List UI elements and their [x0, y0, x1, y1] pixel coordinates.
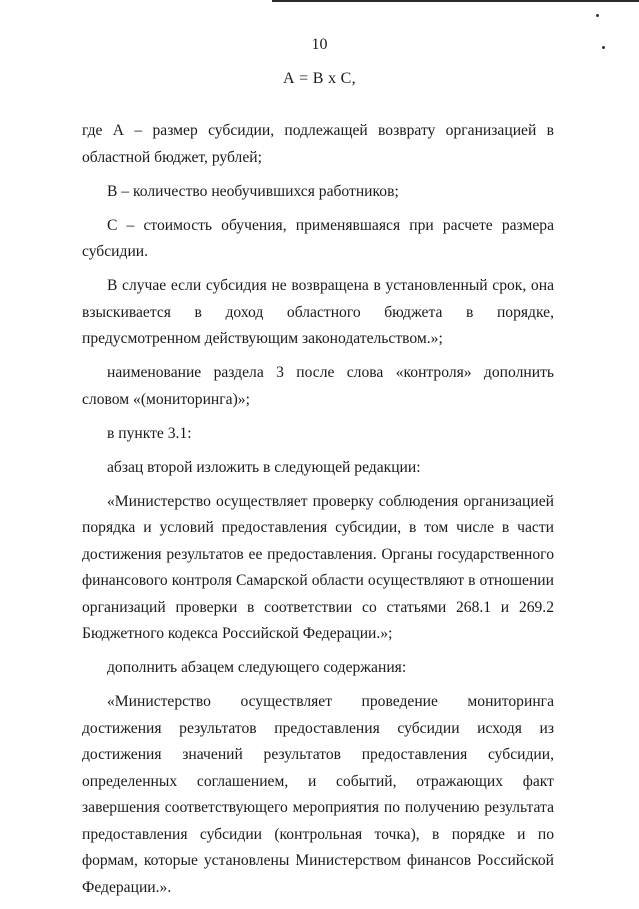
paragraph: В – количество необучившихся работников; [107, 182, 399, 200]
paragraph: «Министерство осуществляет проведение мониторинга достижения результатов предоставления субсидии исходя из достижения значений результатов предоставления субсидии, определенных соглашением, и событий, отражающих факт завершения соответствующего мероприятия по получению результата предоставления субсидии (контрольная точка), в порядке и по формам, которые установлены Министерством финансов Российской Федерации.». [82, 693, 554, 896]
scan-edge-line [272, 0, 639, 2]
paragraph: «Министерство осуществляет проверку соблюдения организацией порядка и условий предоставления субсидии, в том числе в части достижения результатов ее предоставления. Органы государственного финансового контроля Самарской области осуществляют в отношении организаций проверки в соответствии со статьями 268.1 и 269.2 Бюджетного кодекса Российской Федерации.»; [82, 492, 554, 642]
paragraph: абзац второй изложить в следующей редакции: [107, 458, 421, 476]
paragraph: наименование раздела 3 после слова «контроля» дополнить словом «(мониторинга)»; [82, 364, 554, 408]
paragraph: С – стоимость обучения, применявшаяся при расчете размера субсидии. [82, 216, 554, 260]
formula: А = В х С, [283, 70, 356, 87]
paragraph: дополнить абзацем следующего содержания: [107, 659, 407, 676]
paragraph: В случае если субсидия не возвращена в установленный срок, она взыскивается в доход областного бюджета в порядке, предусмотренном действующим законодательством.»; [82, 277, 554, 347]
paragraph: в пункте 3.1: [107, 424, 192, 442]
scan-speck [596, 14, 599, 17]
page-number: 10 [311, 36, 328, 53]
document-body [82, 118, 554, 909]
paragraph: где А – размер субсидии, подлежащей возврату организацией в областной бюджет, рублей; [82, 122, 554, 166]
